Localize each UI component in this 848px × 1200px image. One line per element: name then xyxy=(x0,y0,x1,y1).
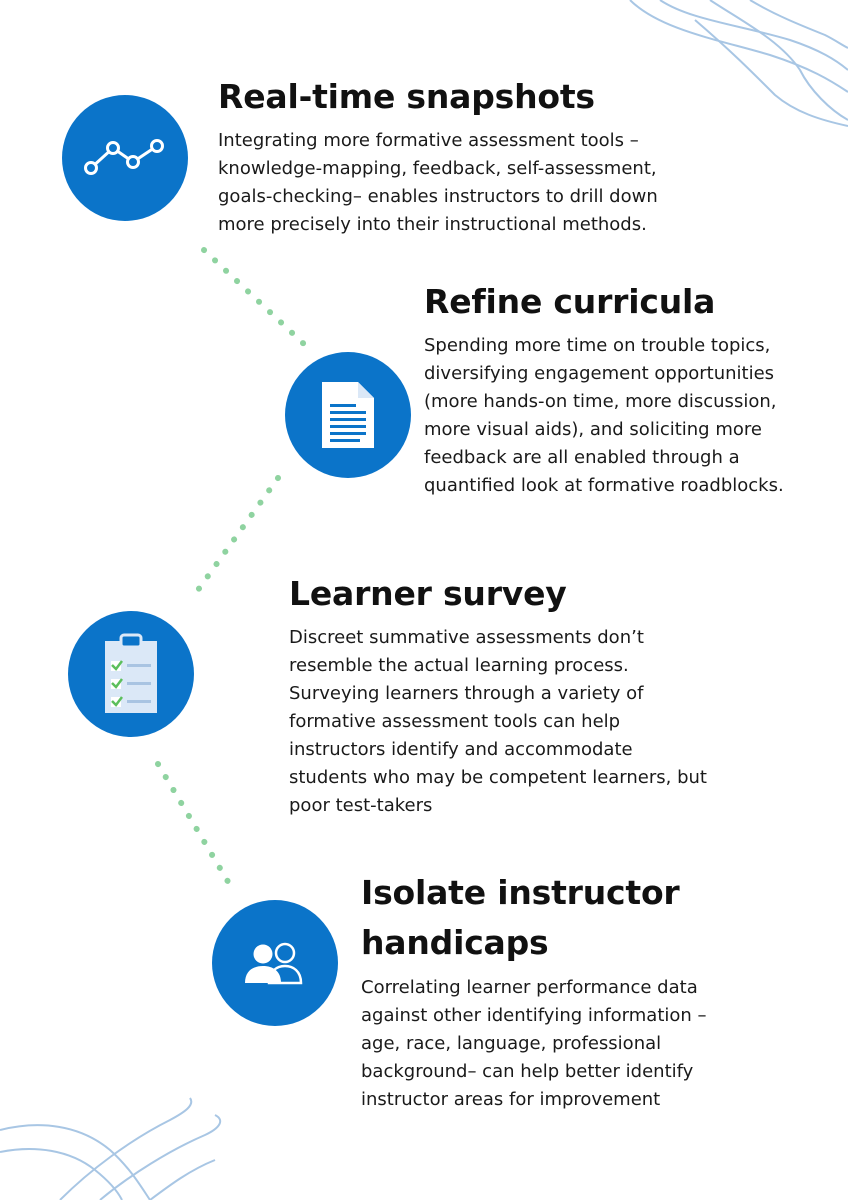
document-icon xyxy=(318,380,378,450)
section-title: Refine curricula xyxy=(424,282,716,321)
clipboard-checklist-icon xyxy=(101,633,161,715)
section-real-time-snapshots xyxy=(218,73,818,239)
survey-icon-circle xyxy=(68,611,194,737)
section-body: Integrating more formative assessment tools – knowledge-mapping, feedback, self-assessment, goals-checking– enables instructors to drill down more precisely into their instructional methods. xyxy=(218,130,658,235)
connector-1-2 xyxy=(204,250,305,345)
connector-2-3 xyxy=(198,478,278,590)
line-chart-icon xyxy=(83,138,167,178)
section-refine-curricula xyxy=(424,278,824,500)
section-title: Isolate instructor handicaps xyxy=(361,873,680,962)
instructor-icon-circle xyxy=(212,900,338,1026)
section-learner-survey xyxy=(289,570,809,820)
section-body: Correlating learner performance data against other identifying information – age, race, language, professional background– can help better identify instructor areas for improvement xyxy=(361,977,707,1110)
section-title: Real-time snapshots xyxy=(218,77,595,116)
connector-3-4 xyxy=(158,764,230,885)
section-title: Learner survey xyxy=(289,574,567,613)
curricula-icon-circle xyxy=(285,352,411,478)
snapshot-icon-circle xyxy=(62,95,188,221)
section-isolate-instructor-handicaps xyxy=(361,868,821,1114)
section-body: Discreet summative assessments don’t resemble the actual learning process. Surveying learners through a variety of formative assessment tools can help instructors identify and accommodate students who may be competent learners, but poor test-takers xyxy=(289,627,707,816)
section-body: Spending more time on trouble topics, diversifying engagement opportunities (more hands-on time, more discussion, more visual aids), and soliciting more feedback are all enabled through a quantified look at formative roadblocks. xyxy=(424,335,784,496)
users-icon xyxy=(243,941,307,985)
